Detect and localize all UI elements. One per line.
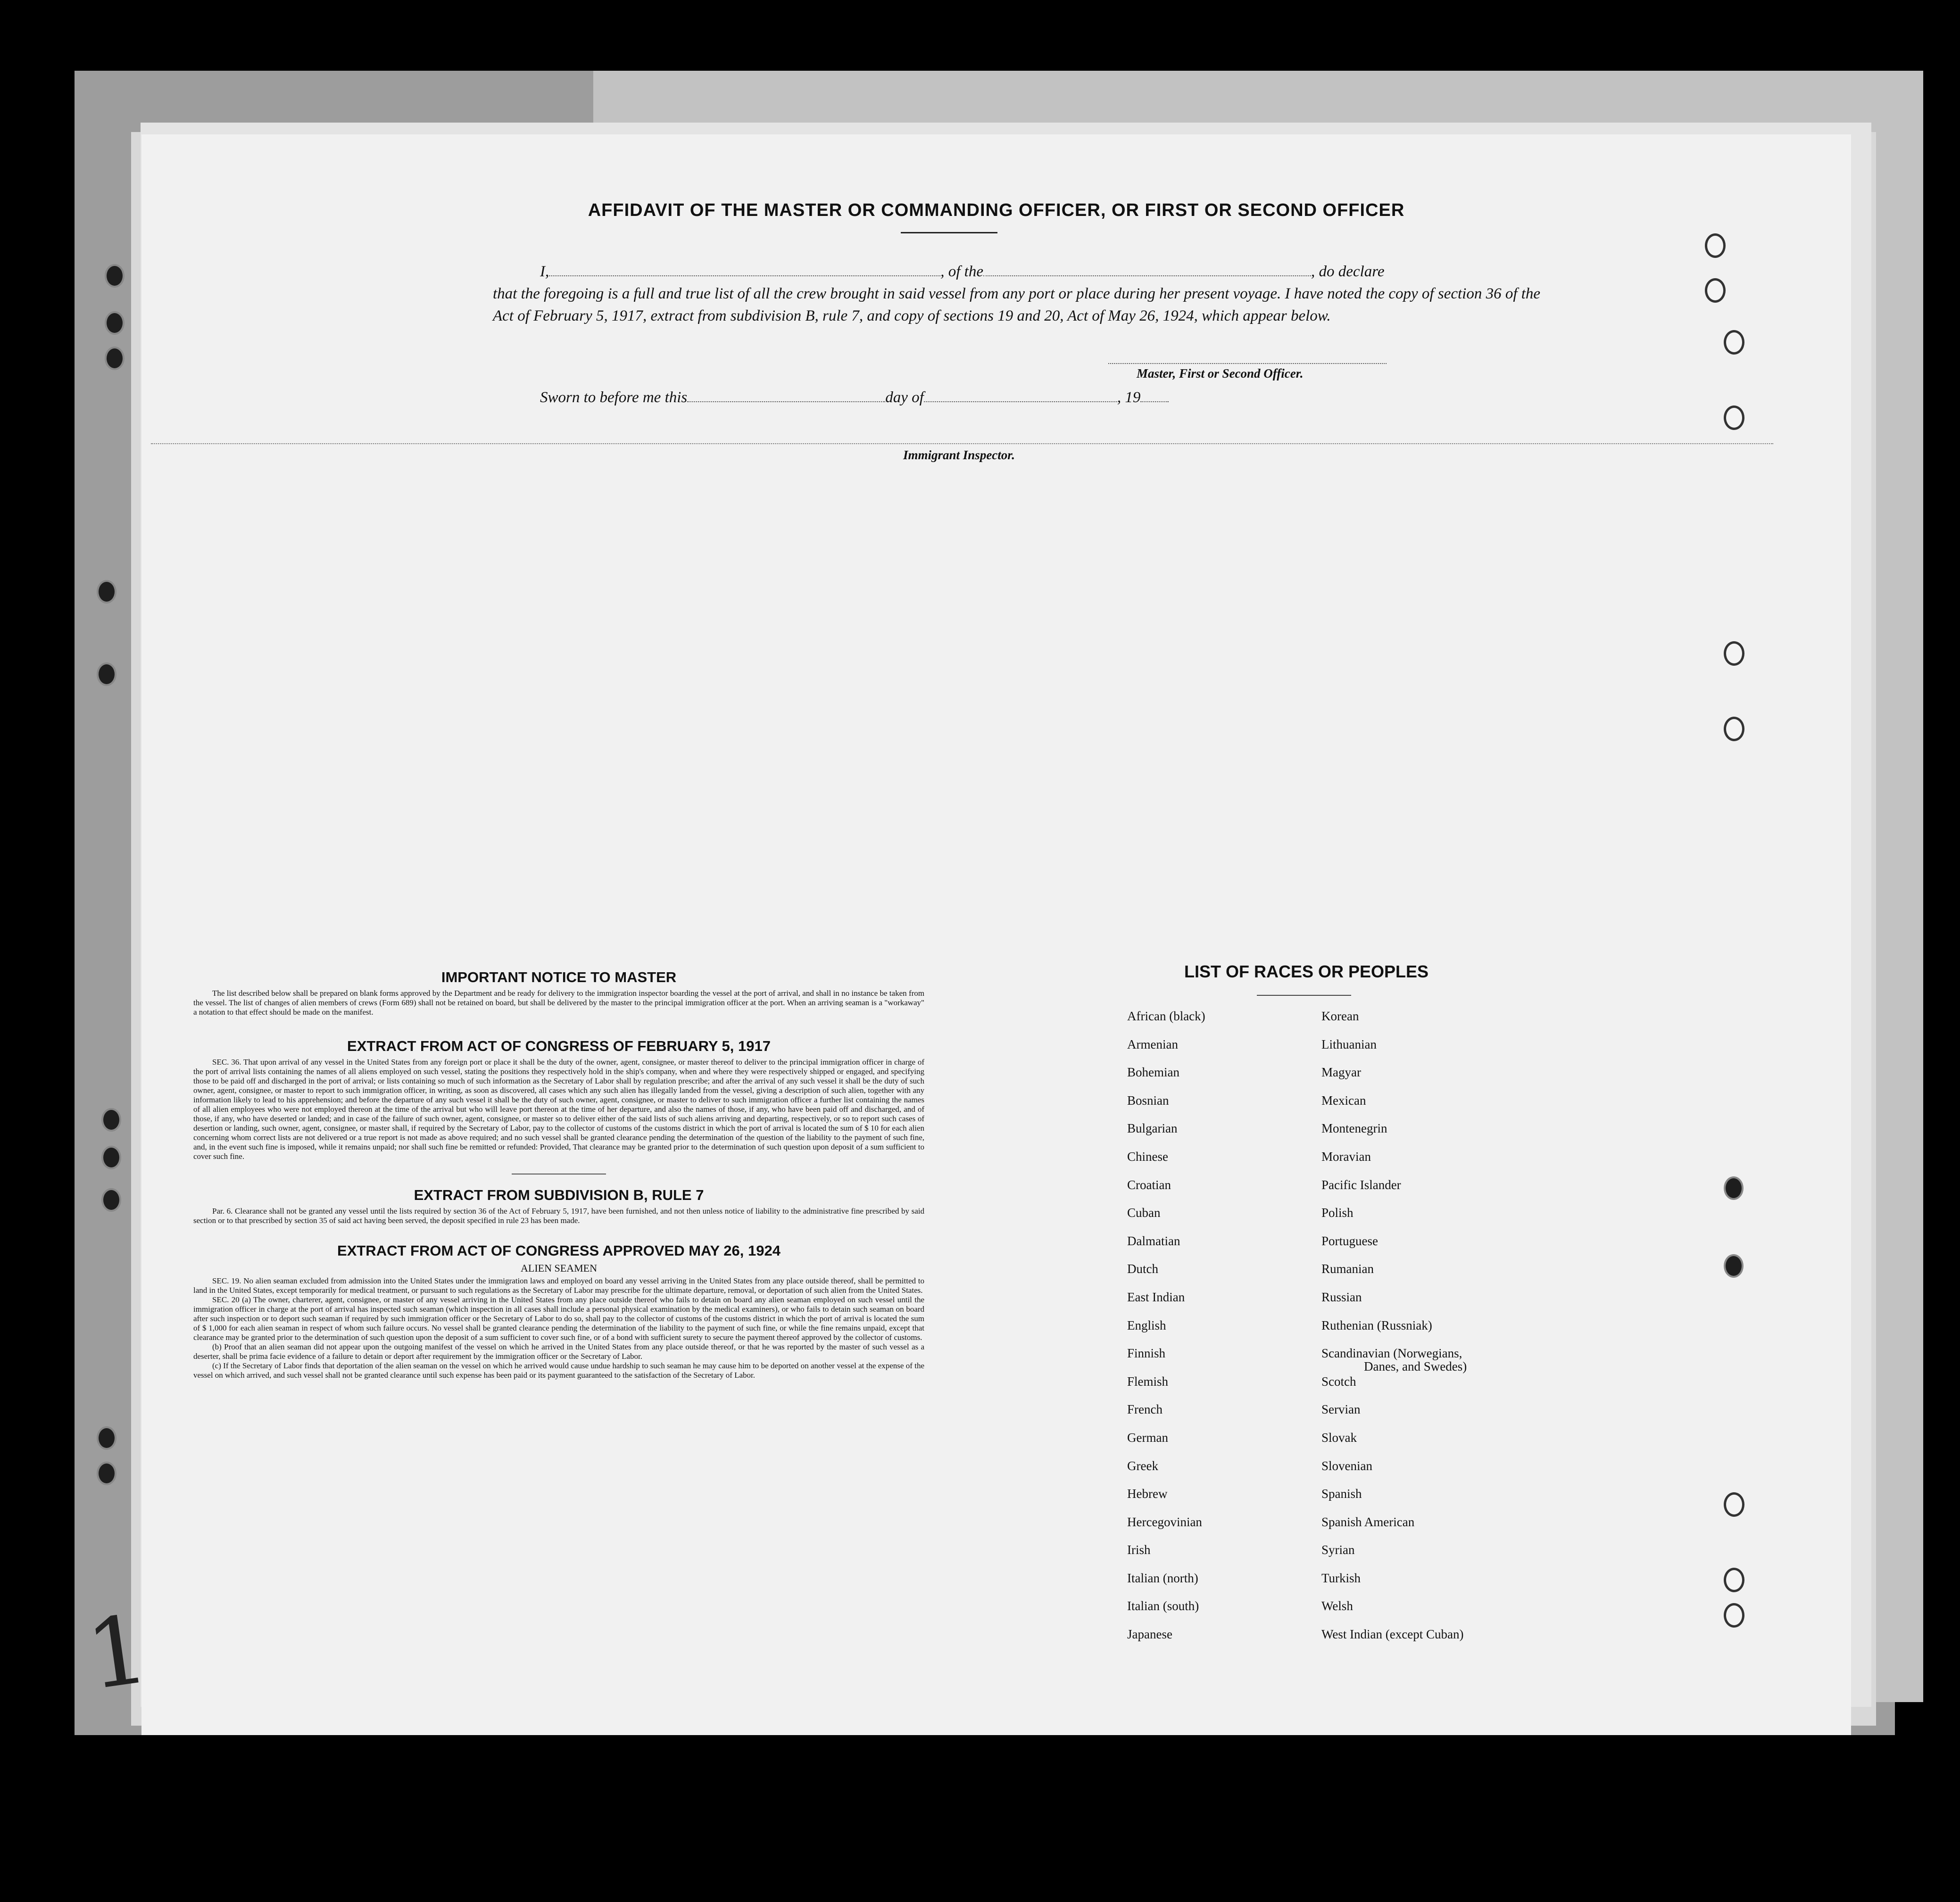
notice-column (193, 969, 924, 1380)
list-item: Rumanian (1321, 1262, 1374, 1276)
declaration-prefix: I, (540, 263, 549, 280)
binder-hole (105, 311, 125, 335)
list-item: Russian (1321, 1290, 1362, 1304)
name-field[interactable] (549, 263, 940, 276)
sworn-year: , 19 (1117, 389, 1141, 406)
races-title: LIST OF RACES OR PEOPLES (1184, 962, 1429, 981)
list-item: Pacific Islander (1321, 1177, 1401, 1192)
sec20a-body: SEC. 20 (a) The owner, charterer, agent, consignee, or master of any vessel arriving in the United States from any place outside thereof who fails to detain on board any alien seaman employed on such vessel until the immigration officer in charge at the port of arrival has inspected such seaman (which inspection in all cases shall include a personal physical examination by the medical examiners), or who fails to detain such seaman on board after such inspection or to deport such seaman if required by such immigration officer or the Secretary of Labor to do so, shall pay to the collector of customs of the customs district in which the port of arrival is located the sum of $ 1,000 for each alien seaman in respect of whom such failure occurs. No vessel shall be granted clearance pending the determination of the liability to the payment of such fine, or while the fine remains unpaid, except that clearance may be granted prior to the determination of such question upon the deposit of a sum sufficient to cover such fine, or of a bond with sufficient surety to secure the payment thereof approved by the collector of customs. (193, 1295, 924, 1342)
binder-hole (101, 1146, 121, 1169)
binder-hole (97, 580, 116, 604)
list-item-continuation: Danes, and Swedes) (1364, 1359, 1467, 1374)
list-item: Slovenian (1321, 1458, 1372, 1473)
list-item: Syrian (1321, 1543, 1355, 1557)
list-item: Bohemian (1127, 1065, 1179, 1080)
list-item: East Indian (1127, 1290, 1185, 1304)
sec20c-body: (c) If the Secretary of Labor finds that deportation of the alien seaman on the vessel on which he arrived would cause undue hardship to such seaman he may cause him to be deported on another vessel at the expense of the vessel on which arrived, and such vessel shall not be granted clearance until such expense has been paid or its payment guaranteed to the satisfaction of the Secretary of Labor. (193, 1361, 924, 1380)
list-item: English (1127, 1318, 1166, 1332)
signature-label: Master, First or Second Officer. (1137, 366, 1304, 380)
list-item: Bosnian (1127, 1093, 1169, 1108)
binder-hole (1705, 233, 1726, 258)
races-list-right (1321, 1009, 1586, 1655)
binder-hole (1724, 1568, 1744, 1592)
binder-hole (97, 1462, 116, 1485)
spacer (193, 1225, 924, 1242)
extract-1924-heading: EXTRACT FROM ACT OF CONGRESS APPROVED MAY 26, 1924 (337, 1242, 781, 1259)
list-item: Moravian (1321, 1149, 1371, 1164)
binder-hole (97, 1426, 116, 1450)
list-item: Lithuanian (1321, 1037, 1377, 1051)
list-item: Chinese (1127, 1149, 1168, 1164)
list-item: Cuban (1127, 1206, 1161, 1220)
declaration-line (493, 261, 1545, 283)
binder-hole (1724, 641, 1744, 666)
document-page (141, 134, 1851, 1735)
list-item-text: Scandinavian (Norwegians, (1321, 1346, 1462, 1361)
list-item: African (black) (1127, 1009, 1205, 1023)
binder-hole (101, 1108, 121, 1132)
signature-field[interactable] (1108, 363, 1387, 364)
sec20b-body: (b) Proof that an alien seaman did not appear upon the outgoing manifest of the vessel on which he arrived in the United States from any place outside thereof, or that he was reported by the master of such vessel as a deserter, shall be prima facie evidence of a failure to detain or deport after requirement by the immigration officer or the Secretary of Labor. (193, 1342, 924, 1361)
year-field[interactable] (1140, 389, 1169, 402)
inspector-label: Immigrant Inspector. (903, 448, 1015, 462)
binder-hole (105, 347, 125, 370)
list-item: Polish (1321, 1206, 1354, 1220)
list-item: Finnish (1127, 1346, 1166, 1361)
binder-hole (1724, 1254, 1744, 1278)
extract-1917-heading: EXTRACT FROM ACT OF CONGRESS OF FEBRUARY 5, 1917 (347, 1038, 771, 1054)
list-item: Korean (1321, 1009, 1359, 1023)
list-item: Slovak (1321, 1430, 1357, 1445)
rule7-body: Par. 6. Clearance shall not be granted any vessel until the lists required by section 36 of the Act of February 5, 1917, have been furnished, and not then unless notice of liability to the administrative fine prescribed by said section or to that prescribed by section 35 of said act having been served, the deposit specified in rule 23 has been made. (193, 1207, 924, 1225)
affidavit-title: AFFIDAVIT OF THE MASTER OR COMMANDING OFFICER, OR FIRST OR SECOND OFFICER (588, 200, 1405, 220)
binder-hole (1724, 1492, 1744, 1517)
alien-seamen-subheading: ALIEN SEAMEN (521, 1262, 597, 1274)
list-item: Spanish American (1321, 1514, 1415, 1529)
declaration-suffix: , do declare (1311, 263, 1385, 280)
inspector-signature-field[interactable] (151, 443, 1773, 444)
notice-body: The list described below shall be prepared on blank forms approved by the Department and be ready for delivery to the immigration inspector boarding the vessel at the port of arrival, and shall in no instance be taken from the vessel. The list of changes of alien members of crews (Form 689) shall not be retained on board, but shall be delivered by the master to the principal immigration officer at the port. When an arriving seaman is a "workaway" a notation to that effect should be made on the manifest. (193, 989, 924, 1017)
extract-1917-body: SEC. 36. That upon arrival of any vessel in the United States from any foreign port or place it shall be the duty of the owner, agent, consignee, or master thereof to deliver to the principal immigration officer in charge of the port of arrival lists containing the names of all aliens employed on such vessel, stating the positions they respectively hold in the ship's company, when and where they were respectively shipped or engaged, and specifying those to be paid off and discharged in the port of arrival; or lists containing so much of such information as the Secretary of Labor shall by regulation prescribe; and after the arrival of any such vessel it shall be the duty of such owner, agent, consignee, or master to report to such immigration officer, in writing, as soon as discovered, all cases which any such alien has illegally landed from the vessel, giving a description of such alien, together with any information likely to lead to his apprehension; and before the departure of any such vessel it shall be the duty of such owner, agent, consignee, or master to deliver to such immigration officer a further list containing the names of all alien employees who were not employed thereon at the time of the arrival but who will leave port thereon at the time of her departure, and also the names of those, if any, who have been paid off and discharged, and of those, if any, who have deserted or landed; and in case of the failure of such owner, agent, consignee, or master so to deliver either of the said lists of such aliens arriving and departing, respectively, or so to report such cases of desertion or landing, such owner, agent, consignee, or master shall, if required by the Secretary of Labor, pay to the collector of customs of the customs district in which the port of arrival is located the sum of $ 10 for each alien concerning whom correct lists are not delivered or a true report is not made as above required; and no such vessel shall be granted clearance pending the determination of the question of the liability to the payment of such fine, and, in the event such fine is imposed, while it remains unpaid; nor shall such fine be remitted or refunded: Provided, That clearance may be granted prior to the determination of such question upon deposit of a sum sufficient to cover such fine. (193, 1058, 924, 1161)
notice-heading: IMPORTANT NOTICE TO MASTER (441, 969, 677, 985)
list-item: Scotch (1321, 1374, 1356, 1389)
races-list-left (1127, 1009, 1306, 1655)
list-item: Turkish (1321, 1571, 1361, 1585)
list-item: Montenegrin (1321, 1121, 1387, 1136)
list-item: Magyar (1321, 1065, 1361, 1080)
title-rule (901, 232, 997, 233)
declaration-body: that the foregoing is a full and true list of all the crew brought in said vessel from any port or place during her present voyage. I have noted the copy of section 36 of the Act of February 5, 1917, extract from subdivision B, rule 7, and copy of sections 19 and 20, Act of May 26, 1924, which appear below. (493, 285, 1541, 324)
races-rule (1257, 995, 1351, 996)
list-item: Hebrew (1127, 1487, 1168, 1501)
list-item (1321, 1346, 1586, 1374)
binder-hole (105, 264, 125, 288)
binder-hole (1724, 1603, 1744, 1628)
binder-hole (1705, 278, 1726, 303)
list-item: Spanish (1321, 1487, 1362, 1501)
rule7-heading: EXTRACT FROM SUBDIVISION B, RULE 7 (414, 1187, 704, 1203)
binder-hole (101, 1188, 121, 1212)
list-item: Italian (north) (1127, 1571, 1198, 1585)
binder-hole (1724, 405, 1744, 430)
list-item: Dutch (1127, 1262, 1158, 1276)
month-field[interactable] (924, 389, 1117, 402)
sworn-line (540, 389, 1169, 406)
list-item: French (1127, 1402, 1163, 1417)
binder-hole (1724, 1176, 1744, 1200)
list-item: Croatian (1127, 1177, 1171, 1192)
list-item: Japanese (1127, 1627, 1172, 1642)
binder-hole (1724, 330, 1744, 355)
list-item: Welsh (1321, 1599, 1353, 1613)
binder-hole (1724, 717, 1744, 741)
sec19-body: SEC. 19. No alien seaman excluded from admission into the United States under the immigration laws and employed on board any vessel arriving in the United States from any place outside thereof, shall be permitted to land in the United States, except temporarily for medical treatment, or pursuant to such regulations as the Secretary of Labor may prescribe for the ultimate departure, removal, or deportation of such alien from the United States. (193, 1276, 924, 1295)
list-item: Ruthenian (Russniak) (1321, 1318, 1432, 1332)
list-item: Bulgarian (1127, 1121, 1178, 1136)
sworn-prefix: Sworn to before me this (540, 389, 688, 406)
list-item: Armenian (1127, 1037, 1178, 1051)
day-field[interactable] (687, 389, 885, 402)
list-item: Greek (1127, 1458, 1158, 1473)
list-item: West Indian (except Cuban) (1321, 1627, 1464, 1642)
binder-hole (97, 662, 116, 686)
affidavit-paragraph (493, 261, 1545, 327)
list-item: Mexican (1321, 1093, 1366, 1108)
declaration-mid: , of the (940, 263, 983, 280)
list-item: Flemish (1127, 1374, 1169, 1389)
spacer (193, 1017, 924, 1038)
list-item: Servian (1321, 1402, 1361, 1417)
sworn-mid: day of (885, 389, 924, 406)
vessel-field[interactable] (983, 263, 1311, 276)
list-item: Dalmatian (1127, 1233, 1180, 1248)
list-item: German (1127, 1430, 1168, 1445)
list-item: Hercegovinian (1127, 1514, 1202, 1529)
list-item: Italian (south) (1127, 1599, 1199, 1613)
list-item: Portuguese (1321, 1233, 1378, 1248)
list-item: Irish (1127, 1543, 1151, 1557)
